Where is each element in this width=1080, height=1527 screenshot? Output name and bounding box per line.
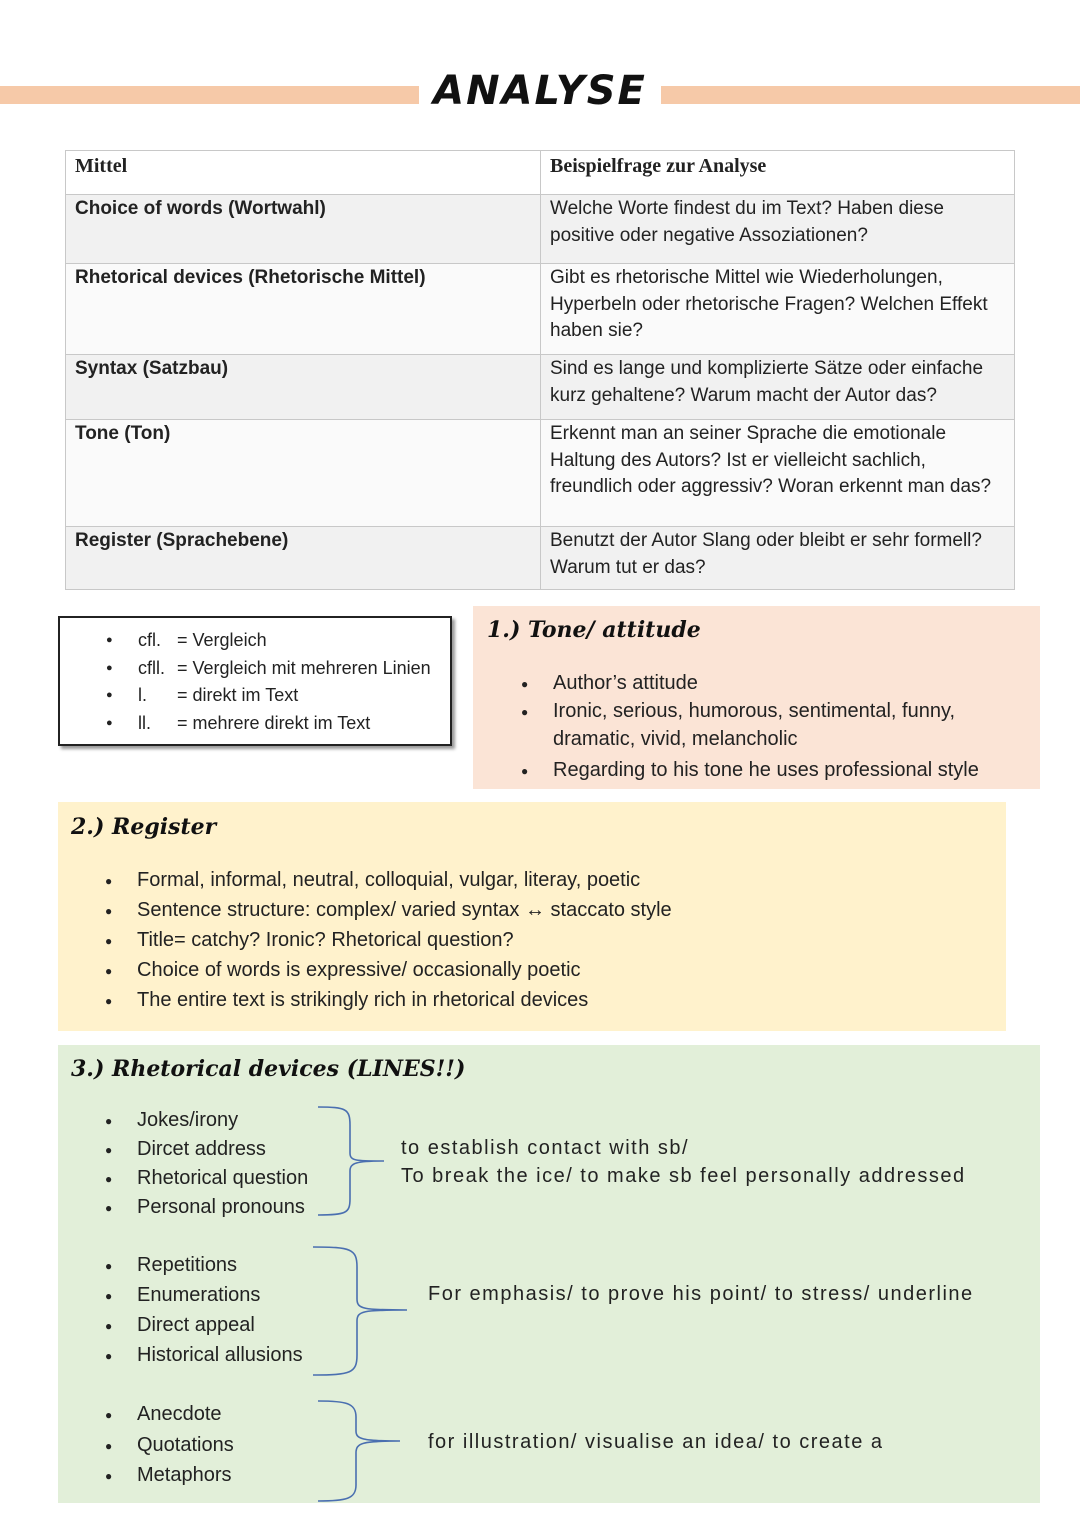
device-group-1 xyxy=(137,1106,308,1222)
table-cell-question: Welche Worte findest du im Text? Haben diese positive oder negative Assoziationen? xyxy=(541,195,1015,264)
list-item: ● Title= catchy? Ironic? Rhetorical question? xyxy=(137,925,957,955)
list-item: ● Quotations xyxy=(137,1430,234,1461)
legend-item: ● l. = direkt im Text xyxy=(60,683,450,711)
table-cell-term: Choice of words (Wortwahl) xyxy=(66,195,541,264)
brace-group-1 xyxy=(316,1105,396,1217)
table-cell-question: Sind es lange und komplizierte Sätze oder einfache kurz gehaltene? Warum macht der Autor das? xyxy=(541,355,1015,420)
abbreviation-legend xyxy=(58,616,452,746)
table-row xyxy=(66,527,1015,590)
brace-group-3 xyxy=(316,1399,406,1503)
table-cell-term: Syntax (Satzbau) xyxy=(66,355,541,420)
table-cell-question: Gibt es rhetorische Mittel wie Wiederholungen, Hyperbeln oder rhetorische Fragen? Welchen Effekt haben sie? xyxy=(541,264,1015,355)
list-item: ● Repetitions xyxy=(137,1250,303,1280)
register-title: 2.) Register xyxy=(71,814,217,840)
rhetorical-section xyxy=(58,1045,1040,1503)
legend-item: ● cfl. = Vergleich xyxy=(60,628,450,656)
table-cell-term: Tone (Ton) xyxy=(66,420,541,527)
table-row xyxy=(66,264,1015,355)
device-group-3 xyxy=(137,1399,234,1491)
register-section xyxy=(58,802,1006,1031)
list-item: ● Rhetorical question xyxy=(137,1164,308,1193)
list-item: ● Ironic, serious, humorous, sentimental, funny, dramatic, vivid, melancholic xyxy=(553,697,1013,753)
purpose-group-3: for illustration/ visualise an idea/ to create a xyxy=(428,1431,884,1453)
list-item: ● Author’s attitude xyxy=(553,669,1013,697)
list-item: ● Enumerations xyxy=(137,1280,303,1310)
legend-item: ● ll. = mehrere direkt im Text xyxy=(60,711,450,739)
rhetorical-title: 3.) Rhetorical devices (LINES!!) xyxy=(71,1056,466,1082)
header-mittel: Mittel xyxy=(66,151,541,195)
table-row xyxy=(66,195,1015,264)
table-cell-term: Rhetorical devices (Rhetorische Mittel) xyxy=(66,264,541,355)
list-item: ● Formal, informal, neutral, colloquial, vulgar, literay, poetic xyxy=(137,865,957,895)
register-list xyxy=(137,865,957,1015)
tone-list xyxy=(553,669,1013,784)
table-cell-question: Erkennt man an seiner Sprache die emotionale Haltung des Autors? Ist er vielleicht sachlich, freundlich oder aggressiv? Woran erkennt man das? xyxy=(541,420,1015,527)
purpose-group-2: For emphasis/ to prove his point/ to stress/ underline xyxy=(428,1283,974,1305)
list-item: ● Choice of words is expressive/ occasionally poetic xyxy=(137,955,957,985)
brace-group-2 xyxy=(311,1245,411,1377)
table-row xyxy=(66,355,1015,420)
purpose-group-1: to establish contact with sb/ To break the ice/ to make sb feel personally addressed xyxy=(401,1137,966,1187)
list-item: ● Direct appeal xyxy=(137,1310,303,1340)
table-cell-question: Benutzt der Autor Slang oder bleibt er sehr formell? Warum tut er das? xyxy=(541,527,1015,590)
list-item: ● Jokes/irony xyxy=(137,1106,308,1135)
list-item: ● Sentence structure: complex/ varied syntax ↔ staccato style xyxy=(137,895,957,925)
analysis-table xyxy=(65,150,1015,590)
table-row xyxy=(66,420,1015,527)
table-cell-term: Register (Sprachebene) xyxy=(66,527,541,590)
list-item: ● Dircet address xyxy=(137,1135,308,1164)
page-title: ANALYSE xyxy=(0,68,1080,114)
tone-section xyxy=(473,606,1040,789)
tone-title: 1.) Tone/ attitude xyxy=(487,617,701,643)
table-header-row xyxy=(66,151,1015,195)
list-item: ● Metaphors xyxy=(137,1460,234,1491)
device-group-2 xyxy=(137,1250,303,1370)
legend-item: ● cfll. = Vergleich mit mehreren Linien xyxy=(60,656,450,684)
list-item: ● Historical allusions xyxy=(137,1340,303,1370)
list-item: ● Anecdote xyxy=(137,1399,234,1430)
list-item: ● The entire text is strikingly rich in rhetorical devices xyxy=(137,985,957,1015)
list-item: ● Regarding to his tone he uses professional style xyxy=(553,756,1013,784)
list-item: ● Personal pronouns xyxy=(137,1193,308,1222)
header-beispielfrage: Beispielfrage zur Analyse xyxy=(541,151,1015,195)
